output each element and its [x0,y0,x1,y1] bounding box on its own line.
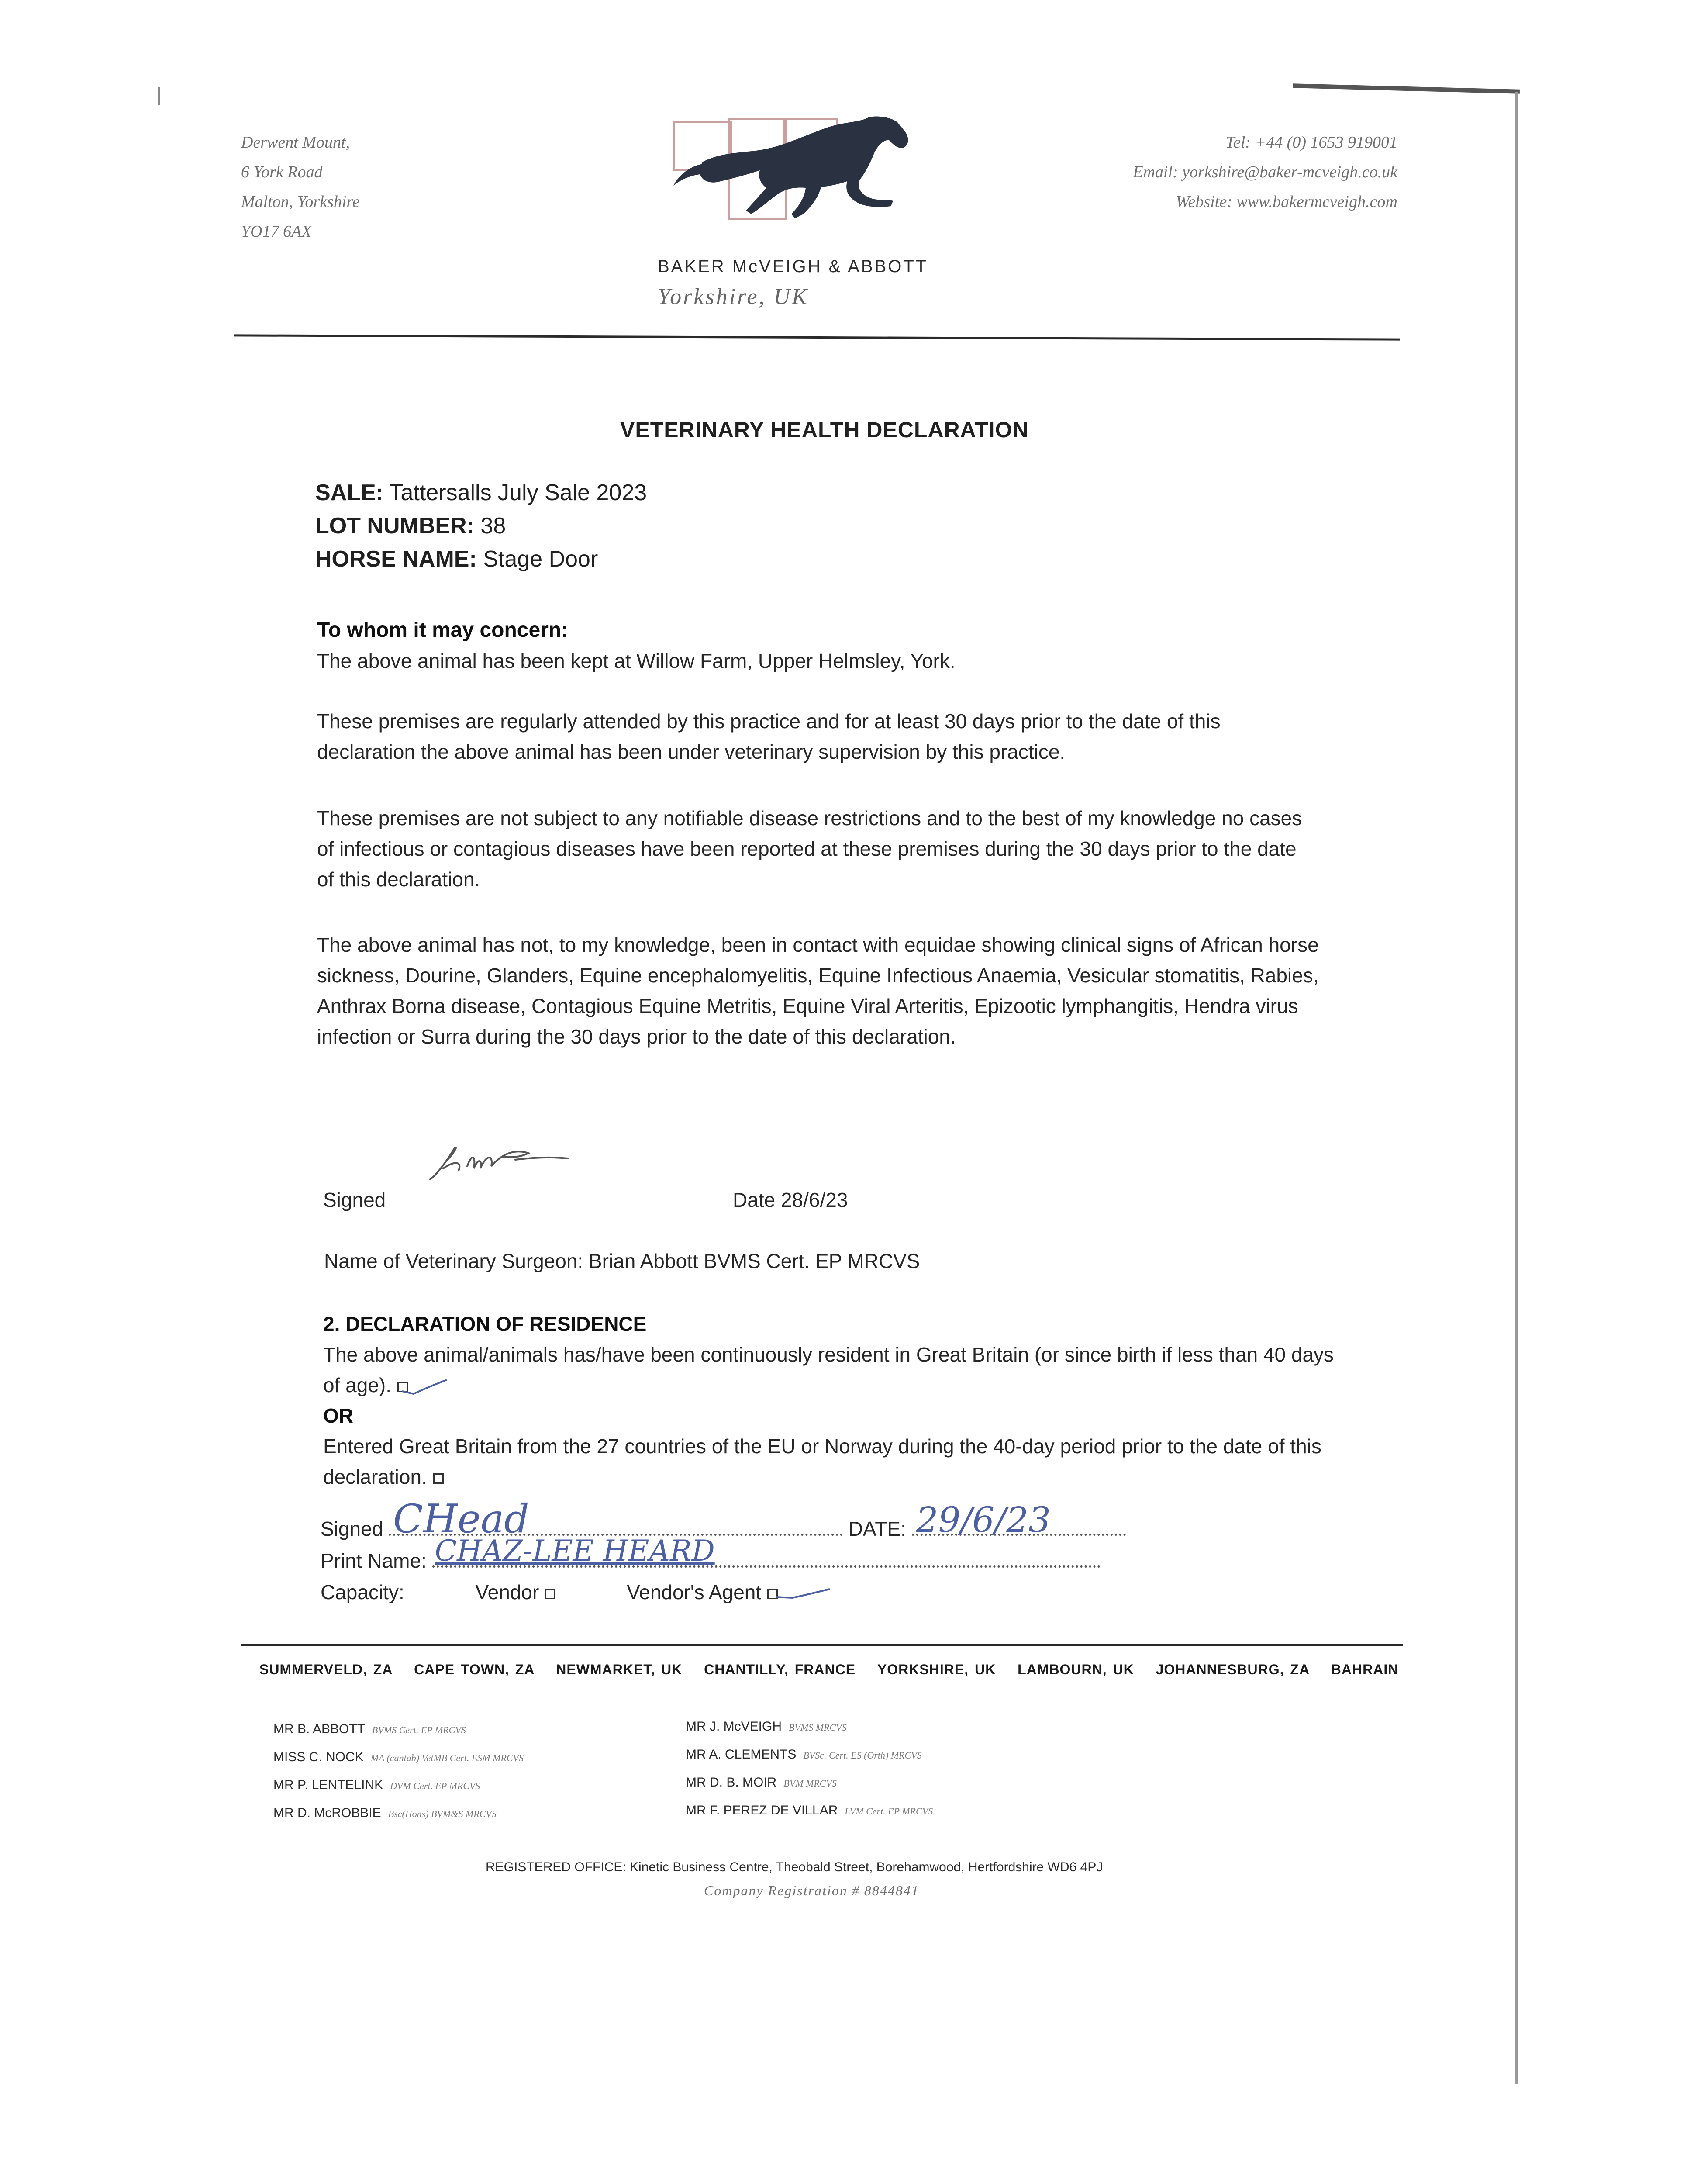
vendor-agent-option [627,1581,831,1603]
residence-option-entered-text: Entered Great Britain from the 27 countries of the EU or Norway during the 40-day period prior to the date of this declaration. [323,1435,1321,1488]
location: YORKSHIRE, UK [877,1662,996,1677]
tick-mark-icon [400,1378,448,1396]
galloping-horse-logo-icon [673,109,952,232]
company-location: Yorkshire, UK [658,284,809,309]
contact-phone: Tel: +44 (0) 1653 919001 [1225,133,1397,152]
staff-member [686,1769,933,1797]
paragraph-restrictions: These premises are not subject to any notifiable disease restrictions and to the best of my knowledge no cases of infectious or contagious diseases have been reported at these premises during the 30 days prior to the date of this declaration. [317,807,1302,891]
scan-edge-right [1515,92,1518,2084]
address-block [241,128,360,246]
staff-quals: BVSc. Cert. ES (Orth) MRCVS [803,1750,922,1761]
print-name-line[interactable] [432,1534,1101,1568]
location: JOHANNESBURG, ZA [1156,1662,1309,1677]
address-line: Derwent Mount, [241,133,350,152]
staff-name: MR F. PEREZ DE VILLAR [686,1803,838,1818]
date2-label: DATE: [848,1517,906,1540]
staff-member [686,1713,933,1741]
staff-quals: BVM MRCVS [783,1778,837,1789]
staff-list-right [686,1713,933,1825]
staff-quals: BVMS Cert. EP MRCVS [372,1724,466,1735]
location: BAHRAIN [1331,1662,1399,1677]
staff-quals: Bsc(Hons) BVM&S MRCVS [388,1808,497,1819]
tick-mark-icon [775,1587,831,1600]
staff-quals: MA (cantab) VetMB Cert. ESM MRCVS [370,1752,524,1763]
staff-member [686,1741,933,1769]
scan-mark-left [158,87,160,105]
staff-name: MISS C. NOCK [273,1750,364,1764]
paragraph-premises: The above animal has been kept at Willow Farm, Upper Helmsley, York. [317,650,956,672]
date2-line[interactable] [912,1500,1126,1540]
salutation: To whom it may concern: [317,619,569,642]
salutation-block [317,615,1365,676]
staff-member [273,1800,524,1828]
location: SUMMERVELD, ZA [259,1662,393,1677]
sale-details [315,476,647,576]
signed-handwriting: CHead [393,1496,529,1542]
location: LAMBOURN, UK [1018,1662,1134,1677]
signed-label: Signed [321,1517,383,1540]
footer-divider [241,1644,1403,1646]
horse-line [315,543,647,576]
address-line: 6 York Road [241,163,323,181]
vet-signed-label: Signed [323,1189,386,1211]
sale-label: SALE: [315,480,383,505]
sale-value: Tattersalls July Sale 2023 [389,480,647,505]
vendor-option [476,1581,556,1603]
capacity-label: Capacity: [321,1581,404,1603]
staff-quals: DVM Cert. EP MRCVS [390,1780,480,1791]
print-name-row [321,1534,1101,1576]
staff-member [273,1716,524,1744]
date2-handwriting: 29/6/23 [916,1500,1051,1540]
horse-value: Stage Door [483,546,598,572]
company-logo [673,109,952,232]
company-registration: Company Registration # 8844841 [704,1883,919,1898]
staff-list-left [273,1716,524,1828]
lot-label: LOT NUMBER: [315,513,474,539]
staff-name: MR A. CLEMENTS [686,1747,797,1762]
staff-name: MR P. LENTELINK [273,1778,383,1792]
registered-office: REGISTERED OFFICE: Kinetic Business Centre, Theobald Street, Borehamwood, Hertfordshire WD6 4PJ [486,1860,1103,1874]
staff-member [273,1744,524,1772]
horse-label: HORSE NAME: [315,546,477,572]
residence-option-continuous [323,1339,1345,1400]
location: NEWMARKET, UK [556,1662,683,1677]
staff-quals: BVMS MRCVS [789,1722,847,1733]
vet-signature [428,1136,585,1184]
address-line: YO17 6AX [241,222,312,241]
residence-heading: 2. DECLARATION OF RESIDENCE [323,1313,647,1335]
residence-section [323,1309,1345,1492]
location: CAPE TOWN, ZA [414,1662,535,1677]
staff-name: MR B. ABBOTT [273,1722,366,1736]
residence-option-continuous-text: The above animal/animals has/have been continuously resident in Great Britain (or since birth if less than 40 days of age). [323,1343,1334,1396]
staff-member [273,1772,524,1800]
print-name-label: Print Name: [321,1549,427,1572]
staff-name: MR J. McVEIGH [686,1719,782,1734]
vet-name: Name of Veterinary Surgeon: Brian Abbott BVMS Cert. EP MRCVS [324,1250,920,1272]
vendor-checkbox[interactable] [545,1589,555,1599]
residence-entered-checkbox[interactable] [433,1473,444,1484]
office-locations [259,1662,1398,1678]
or-label: OR [323,1404,353,1427]
vendor-agent-label: Vendor's Agent [627,1581,762,1603]
vendor-label: Vendor [475,1581,539,1603]
document-title: VETERINARY HEALTH DECLARATION [620,418,1029,442]
staff-name: MR D. McROBBIE [273,1806,381,1820]
paragraph-disease-contact: The above animal has not, to my knowledge, been in contact with equidae showing clinical signs of African horse sickness, Dourine, Glanders, Equine encephalomyelitis, Equine Infectious Anaemia, Vesicular stomatitis, Rabies, Anthrax Borna disease, Contagious Equine Metritis, Equine Viral Arteritis, Epizootic lymphangitis, Hendra virus infection or Surra during the 30 days prior to the date of this declaration. [317,933,1319,1048]
lot-value: 38 [480,513,506,539]
staff-member [686,1797,933,1825]
header-divider [234,334,1400,340]
sale-line [315,476,647,509]
residence-option-entered [323,1431,1345,1492]
contact-email: Email: yorkshire@baker-mcveigh.co.uk [1133,163,1397,181]
print-name-handwriting: CHAZ-LEE HEARD [435,1534,715,1568]
paragraph-supervision: These premises are regularly attended by this practice and for at least 30 days prior to the date of this declaration the above animal has been under veterinary supervision by this practice. [317,710,1221,763]
staff-quals: LVM Cert. EP MRCVS [845,1806,933,1817]
contact-website: Website: www.bakermcveigh.com [1176,193,1397,211]
location: CHANTILLY, FRANCE [704,1662,856,1677]
lot-line [315,509,647,543]
staff-name: MR D. B. MOIR [686,1775,777,1790]
company-name: BAKER McVEIGH & ABBOTT [658,257,928,276]
contact-block [1004,128,1397,217]
address-line: Malton, Yorkshire [241,193,360,211]
capacity-row [321,1577,831,1607]
vet-date: Date 28/6/23 [733,1189,848,1211]
handwritten-signature-icon [428,1136,585,1184]
scan-edge-top-right [1293,83,1520,94]
